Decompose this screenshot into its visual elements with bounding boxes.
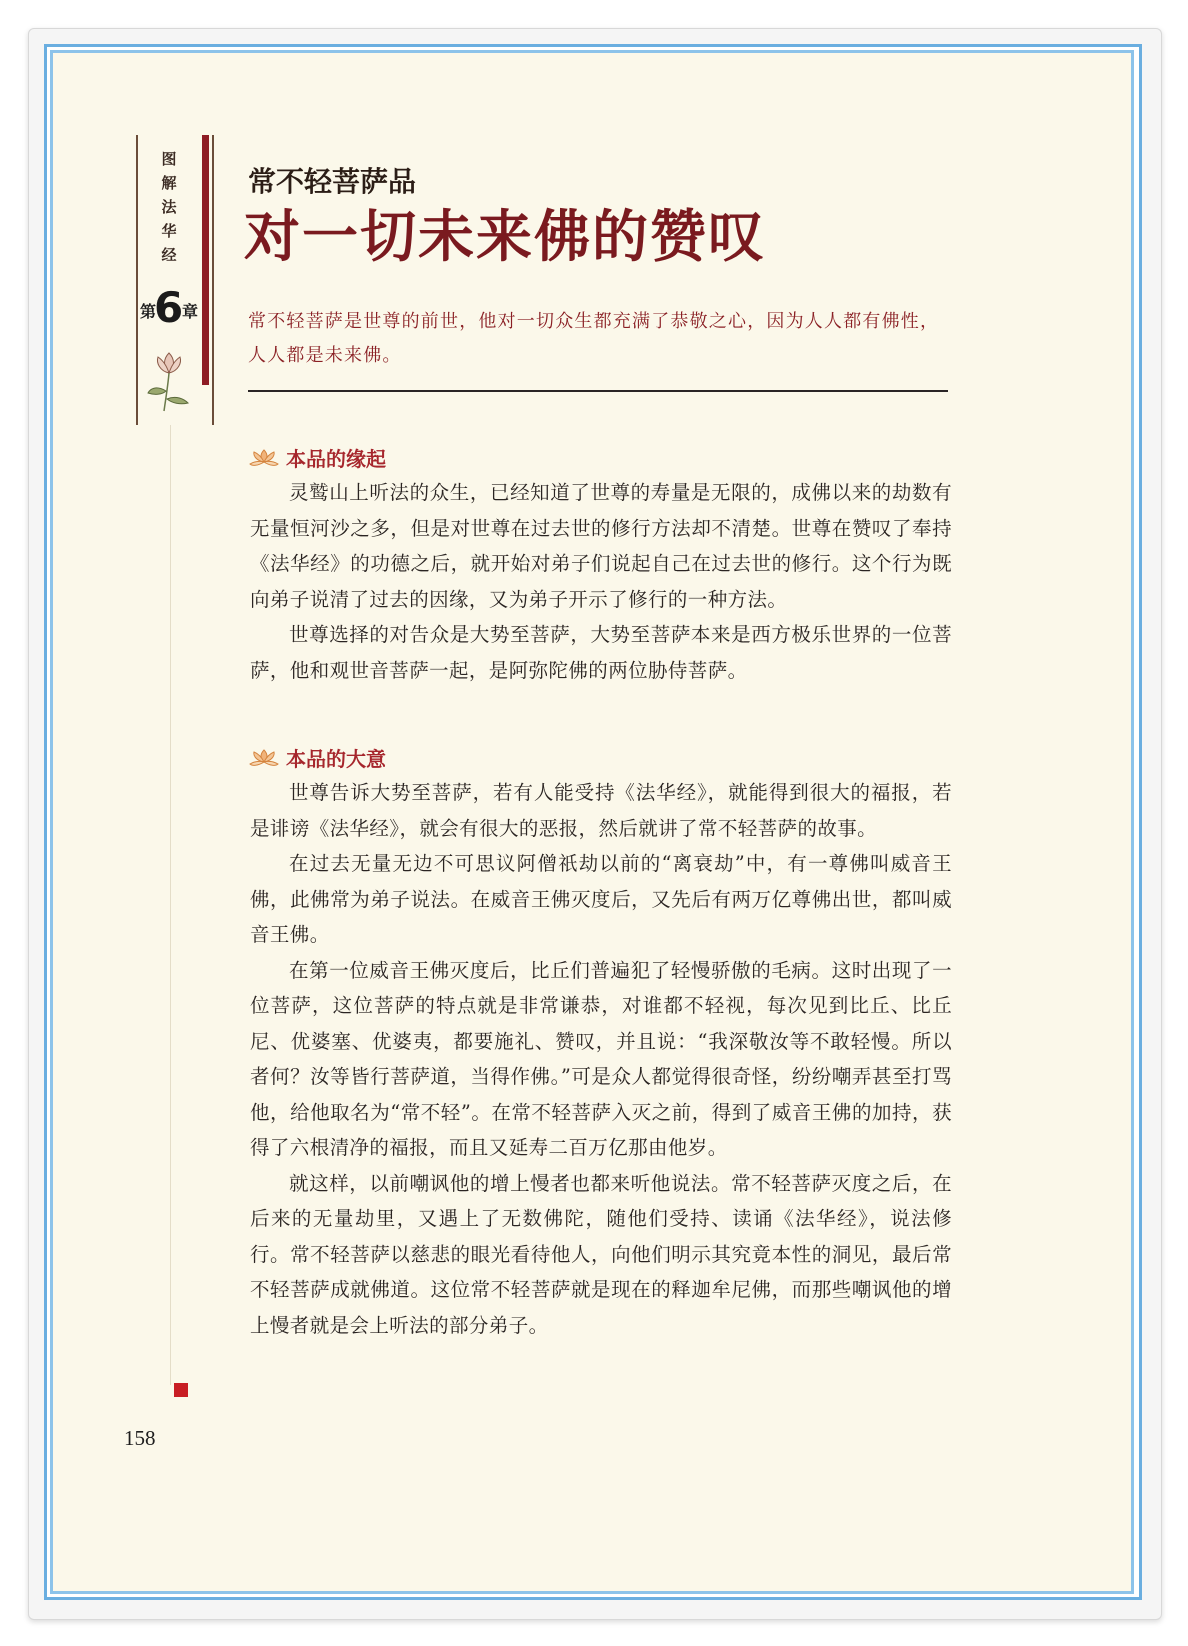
paragraph: 灵鹫山上听法的众生，已经知道了世尊的寿量是无限的，成佛以来的劫数有无量恒河沙之多，但是对世尊在过去世的修行方法却不清楚。世尊在赞叹了奉持《法华经》的功德之后，就开始对弟子们说起自己在过去世的修行。这个行为既向弟子说清了过去的因缘，又为弟子开示了修行的一种方法。 (250, 481, 952, 611)
side-red-marker (174, 1383, 188, 1397)
chapter-number (140, 285, 200, 341)
lotus-icon (144, 345, 194, 415)
section-label: 本品的大意 (286, 747, 386, 771)
page-number: 158 (124, 1426, 156, 1450)
paragraph: 在第一位威音王佛灭度后，比丘们普遍犯了轻慢骄傲的毛病。这时出现了一位菩萨，这位菩萨的特点就是非常谦恭，对谁都不轻视，每次见到比丘、比丘尼、优婆塞、优婆夷，都要施礼、赞叹，并且说：“我深敬汝等不敢轻慢。所以者何？汝等皆行菩萨道，当得作佛。”可是众人都觉得很奇怪，纷纷嘲弄甚至打骂他，给他取名为“常不轻”。在常不轻菩萨入灭之前，得到了威音王佛的加持，获得了六根清净的福报，而且又延寿二百万亿那由他岁。 (250, 958, 952, 1159)
header-divider (248, 390, 948, 392)
paragraph: 世尊告诉大势至菩萨，若有人能受持《法华经》，就能得到很大的福报，若是诽谤《法华经》，就会有很大的恶报，然后就讲了常不轻菩萨的故事。 (250, 781, 952, 840)
tab-rule-left (136, 135, 138, 425)
paragraph: 就这样，以前嘲讽他的增上慢者也都来听他说法。常不轻菩萨灭度之后，在后来的无量劫里，又遇上了无数佛陀，随他们受持、读诵《法华经》，说法修行。常不轻菩萨以慈悲的眼光看待他人，向他们明示其究竟本性的洞见，最后常不轻菩萨成就佛道。这位常不轻菩萨就是现在的释迦牟尼佛，而那些嘲讽他的增上慢者就是会上听法的部分弟子。 (250, 1171, 952, 1337)
chapter-side-tab (136, 135, 216, 425)
flower-icon (248, 746, 280, 772)
section-body-summary (250, 775, 952, 1343)
chapter-subtitle: 常不轻菩萨品 (248, 165, 417, 198)
chapter-digit: 6 (154, 283, 184, 332)
page-title: 对一切未来佛的赞叹 (244, 204, 766, 270)
chapter-prefix: 第 (140, 302, 157, 321)
chapter-suffix: 章 (182, 302, 199, 321)
tab-red-bar (202, 135, 209, 385)
chapter-intro: 常不轻菩萨是世尊的前世，他对一切众生都充满了恭敬之心，因为人人都有佛性，人人都是未来佛。 (248, 311, 940, 366)
paragraph: 在过去无量无边不可思议阿僧祇劫以前的“离衰劫”中，有一尊佛叫威音王佛，此佛常为弟子说法。在威音王佛灭度后，又先后有两万亿尊佛出世，都叫威音王佛。 (250, 852, 952, 946)
section-body-origin (250, 475, 952, 688)
flower-icon (248, 446, 280, 472)
book-series-title: 图解法华经 (161, 150, 177, 264)
section-label: 本品的缘起 (286, 447, 386, 471)
tab-rule-right (212, 135, 214, 425)
side-guide-line (170, 425, 171, 1385)
paragraph: 世尊选择的对告众是大势至菩萨，大势至菩萨本来是西方极乐世界的一位菩萨，他和观世音菩萨一起，是阿弥陀佛的两位胁侍菩萨。 (250, 623, 952, 682)
